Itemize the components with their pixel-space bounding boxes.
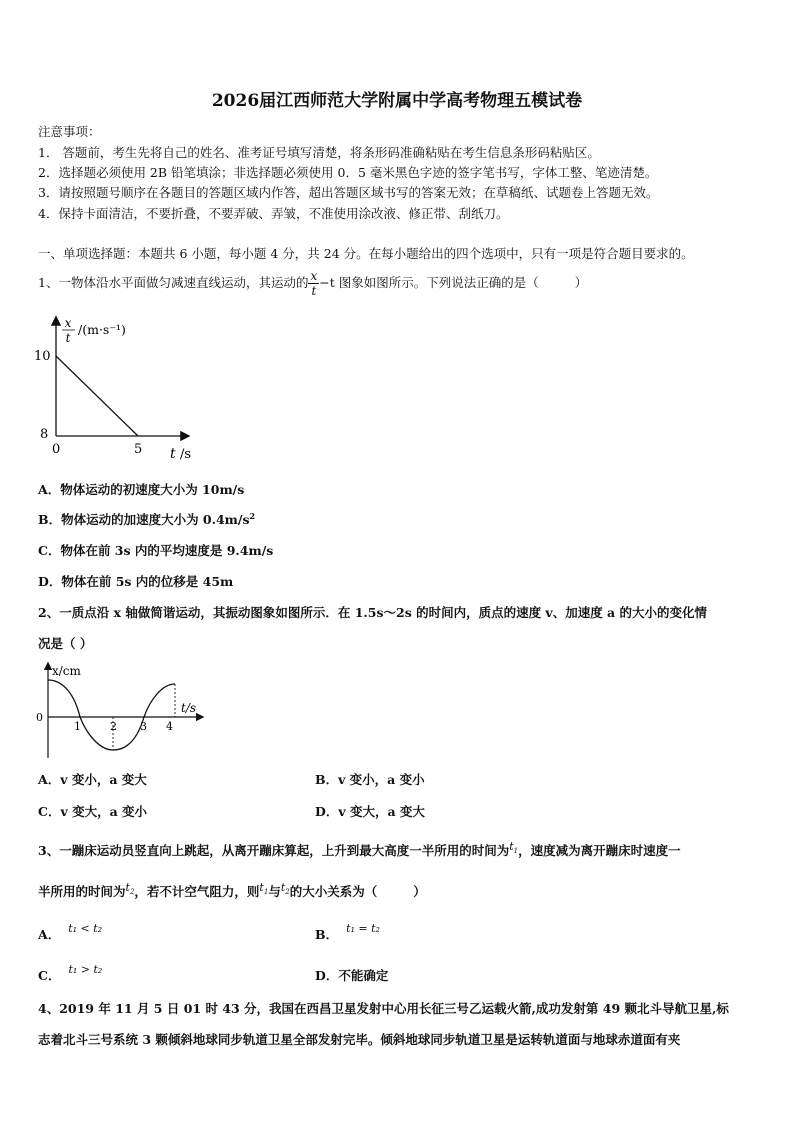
- data-line: [56, 356, 138, 436]
- t2-symbol: t: [280, 881, 286, 894]
- q1-stem-text: ）: [574, 275, 588, 290]
- notice-heading: 注意事项：: [38, 124, 101, 139]
- option-b-expression: t₁ = t₂: [346, 922, 380, 935]
- x-tick-3: 3: [140, 720, 147, 733]
- option-b-label: B．: [315, 927, 339, 942]
- page-title: 2026届江西师范大学附属中学高考物理五模试卷: [211, 91, 583, 111]
- y-label-numerator: x: [64, 316, 72, 330]
- q2-vibration-graph: [30, 660, 210, 762]
- notice-item: 4．保持卡面清洁，不要折叠，不要弄破、弄皱，不准使用涂改液、修正带、刮纸刀。: [38, 206, 509, 221]
- option-b: B．v 变小，a 变小: [315, 772, 425, 787]
- option-b: [38, 510, 255, 528]
- option-c-label: C．: [38, 968, 61, 983]
- q1-xt-t-graph: [28, 312, 208, 467]
- x-tick-2: 2: [110, 720, 117, 733]
- option-d: D．不能确定: [315, 968, 389, 983]
- t1-symbol: t: [259, 881, 264, 894]
- t1-subscript: 1: [263, 888, 269, 897]
- q3-stem-text: 的大小关系为（: [289, 884, 378, 899]
- q3-stem-text: 与: [268, 884, 281, 899]
- q3-stem-text: ，若不计空气阻力，则: [134, 884, 260, 899]
- notice-item: 3．请按照题号顺序在各题目的答题区域内作答，超出答题区域书写的答案无效；在草稿纸、试题卷上答题无效。: [38, 185, 659, 200]
- x-label: t: [170, 446, 176, 462]
- option-b-text: B．物体运动的加速度大小为 0.4m/s: [38, 512, 250, 527]
- t2-subscript: 2: [285, 888, 290, 897]
- x-axis-label: t/s: [181, 701, 197, 715]
- y-axis-label: x/cm: [52, 664, 81, 678]
- t1-symbol: t: [509, 840, 514, 853]
- y-label-unit: /(m·s⁻¹): [78, 322, 126, 337]
- question-3-stem: [38, 882, 426, 901]
- origin-label: 0: [36, 711, 43, 724]
- x-tick-4: 4: [166, 720, 173, 733]
- t2-symbol: t: [125, 881, 130, 894]
- option-a-expression: t₁ < t₂: [68, 922, 103, 935]
- q3-stem-text: ）: [413, 884, 426, 899]
- y-tick-8: 8: [40, 427, 49, 442]
- notice-item: 2．选择题必须使用 2B 铅笔填涂；非选择题必须使用 0．5 毫米黑色字迹的签字笔书写，字体工整、笔迹清楚。: [38, 165, 658, 180]
- option-d: D．v 变大，a 变大: [315, 804, 425, 819]
- option-a: [38, 922, 103, 943]
- question-3-stem: [38, 841, 681, 860]
- t1-subscript: 1: [513, 847, 519, 856]
- question-2-stem: 况是（ ）: [38, 636, 93, 651]
- x-tick-1: 1: [74, 720, 81, 733]
- option-c: [38, 963, 103, 984]
- option-a-label: A．: [38, 927, 61, 942]
- q3-stem-text: ，速度减为离开蹦床时速度一: [518, 843, 681, 858]
- question-1-stem: [38, 268, 587, 298]
- y-tick-10: 10: [34, 349, 51, 364]
- option-c: C．物体在前 3s 内的平均速度是 9.4m/s: [38, 543, 274, 558]
- fraction-denominator: t: [311, 284, 317, 298]
- sine-curve: [48, 680, 175, 750]
- q1-stem-text: 1、一物体沿水平面做匀减速直线运动，其运动的: [38, 275, 309, 290]
- option-a: A．v 变小，a 变大: [38, 772, 147, 787]
- question-4-stem: 志着北斗三号系统 3 颗倾斜地球同步轨道卫星全部发射完毕。倾斜地球同步轨道卫星是运转轨道面与地球赤道面有夹: [38, 1032, 681, 1047]
- q3-stem-text: 半所用的时间为: [38, 884, 126, 899]
- option-c: C．v 变大，a 变小: [38, 804, 148, 819]
- y-label-denominator: t: [65, 331, 71, 345]
- option-d: D．物体在前 5s 内的位移是 45m: [38, 574, 234, 589]
- question-2-stem: 2、一质点沿 x 轴做简谐运动，其振动图象如图所示．在 1.5s～2s 的时间内，质点的速度 v、加速度 a 的大小的变化情: [38, 605, 707, 620]
- question-4-stem: 4、2019 年 11 月 5 日 01 时 43 分，我国在西昌卫星发射中心用长征三号乙运载火箭,成功发射第 49 颗北斗导航卫星,标: [38, 1001, 729, 1016]
- q3-stem-text: 3、一蹦床运动员竖直向上跳起，从离开蹦床算起，上升到最大高度一半所用的时间为: [38, 843, 510, 858]
- section-heading: 一、单项选择题：本题共 6 小题，每小题 4 分，共 24 分。在每小题给出的四个选项中，只有一项是符合题目要求的。: [38, 246, 694, 261]
- x-over-t-fraction: [308, 269, 319, 298]
- x-origin-0: 0: [52, 442, 61, 457]
- x-label-unit: /s: [180, 447, 192, 462]
- fraction-numerator: x: [310, 269, 318, 283]
- option-a: A．物体运动的初速度大小为 10m/s: [38, 482, 245, 497]
- option-b: [315, 922, 380, 943]
- t2-subscript: 2: [129, 888, 135, 897]
- superscript-2: 2: [249, 510, 256, 521]
- notice-item: 1． 答题前，考生先将自己的姓名、准考证号填写清楚，将条形码准确粘贴在考生信息条形码粘贴区。: [38, 145, 600, 160]
- option-c-expression: t₁ > t₂: [68, 963, 103, 976]
- q1-stem-text: −t 图象如图所示。下列说法正确的是（: [319, 275, 539, 290]
- x-tick-5: 5: [134, 442, 143, 457]
